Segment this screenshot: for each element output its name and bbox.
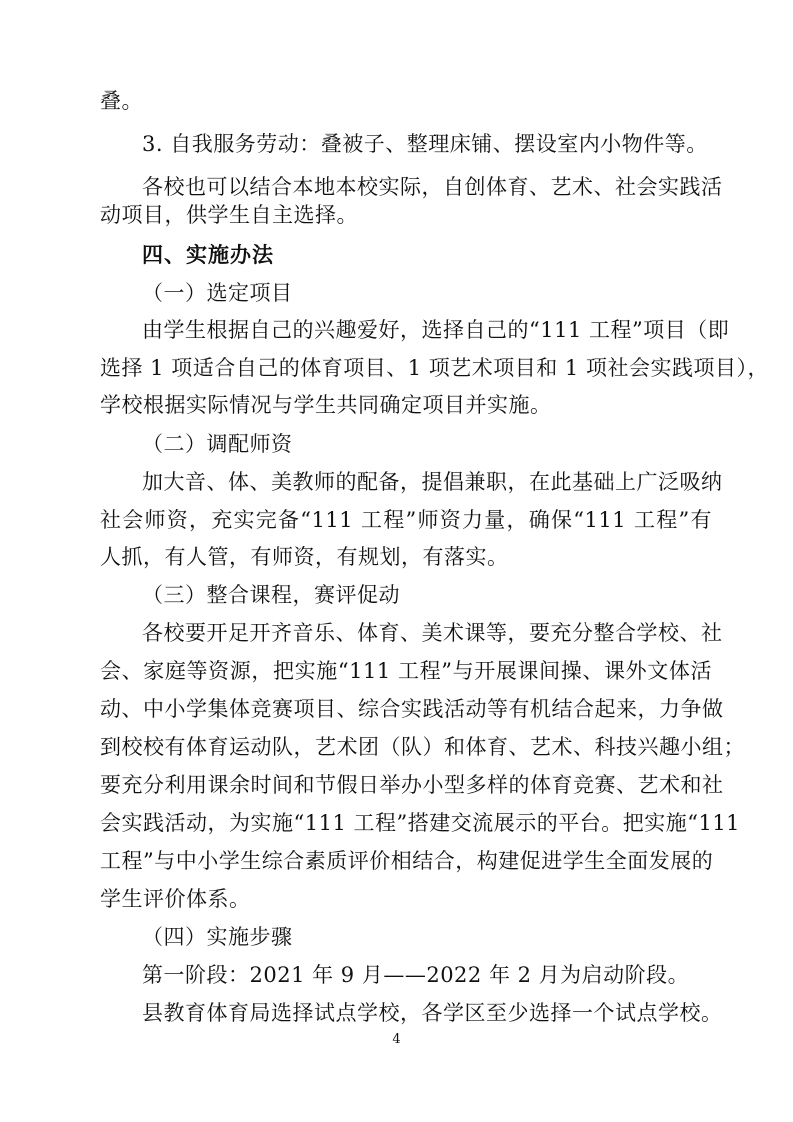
text-line: 加大音、体、美教师的配备，提倡兼职，在此基础上广泛吸纳: [142, 470, 723, 494]
subsection-heading: （三）整合课程，赛评促动: [142, 583, 400, 607]
text-line: 要充分利用课余时间和节假日举办小型多样的体育竞赛、艺术和社: [100, 773, 724, 797]
text-line: 3. 自我服务劳动：叠被子、整理床铺、摆设室内小物件等。: [142, 132, 708, 156]
text-line: 社会师资，充实完备“111 工程”师资力量，确保“111 工程”有: [100, 508, 712, 532]
text-line: 动、中小学集体竞赛项目、综合实践活动等有机结合起来，力争做: [100, 697, 724, 721]
text-line: 县教育体育局选择试点学校，各学区至少选择一个试点学校。: [142, 1001, 723, 1025]
text-line: 到校校有体育运动队，艺术团（队）和体育、艺术、科技兴趣小组；: [100, 735, 745, 759]
text-line: 各校也可以结合本地本校实际，自创体育、艺术、社会实践活: [142, 175, 723, 199]
text-line: 人抓，有人管，有师资，有规划，有落实。: [100, 545, 509, 569]
text-line: 由学生根据自己的兴趣爱好，选择自己的“111 工程”项目（即: [142, 318, 730, 342]
text-line: 选择 1 项适合自己的体育项目、1 项艺术项目和 1 项社会实践项目），: [100, 356, 769, 380]
subsection-heading: （四）实施步骤: [142, 925, 293, 949]
text-line: 会、家庭等资源，把实施“111 工程”与开展课间操、课外文体活: [100, 659, 712, 683]
subsection-heading: （二）调配师资: [142, 432, 293, 456]
text-line: 会实践活动，为实施“111 工程”搭建交流展示的平台。把实施“111: [100, 811, 741, 835]
text-line: 叠。: [100, 89, 143, 113]
text-line: 动项目，供学生自主选择。: [100, 203, 358, 227]
text-line: 工程”与中小学生综合素质评价相结合，构建促进学生全面发展的: [100, 849, 714, 873]
section-heading: 四、实施办法: [142, 243, 274, 267]
subsection-heading: （一）选定项目: [142, 281, 293, 305]
text-line: 学校根据实际情况与学生共同确定项目并实施。: [100, 393, 552, 417]
text-line: 学生评价体系。: [100, 887, 251, 911]
page-number: 4: [392, 1032, 401, 1047]
text-line: 各校要开足开齐音乐、体育、美术课等，要充分整合学校、社: [142, 621, 723, 645]
text-line: 第一阶段：2021 年 9 月——2022 年 2 月为启动阶段。: [142, 963, 690, 987]
